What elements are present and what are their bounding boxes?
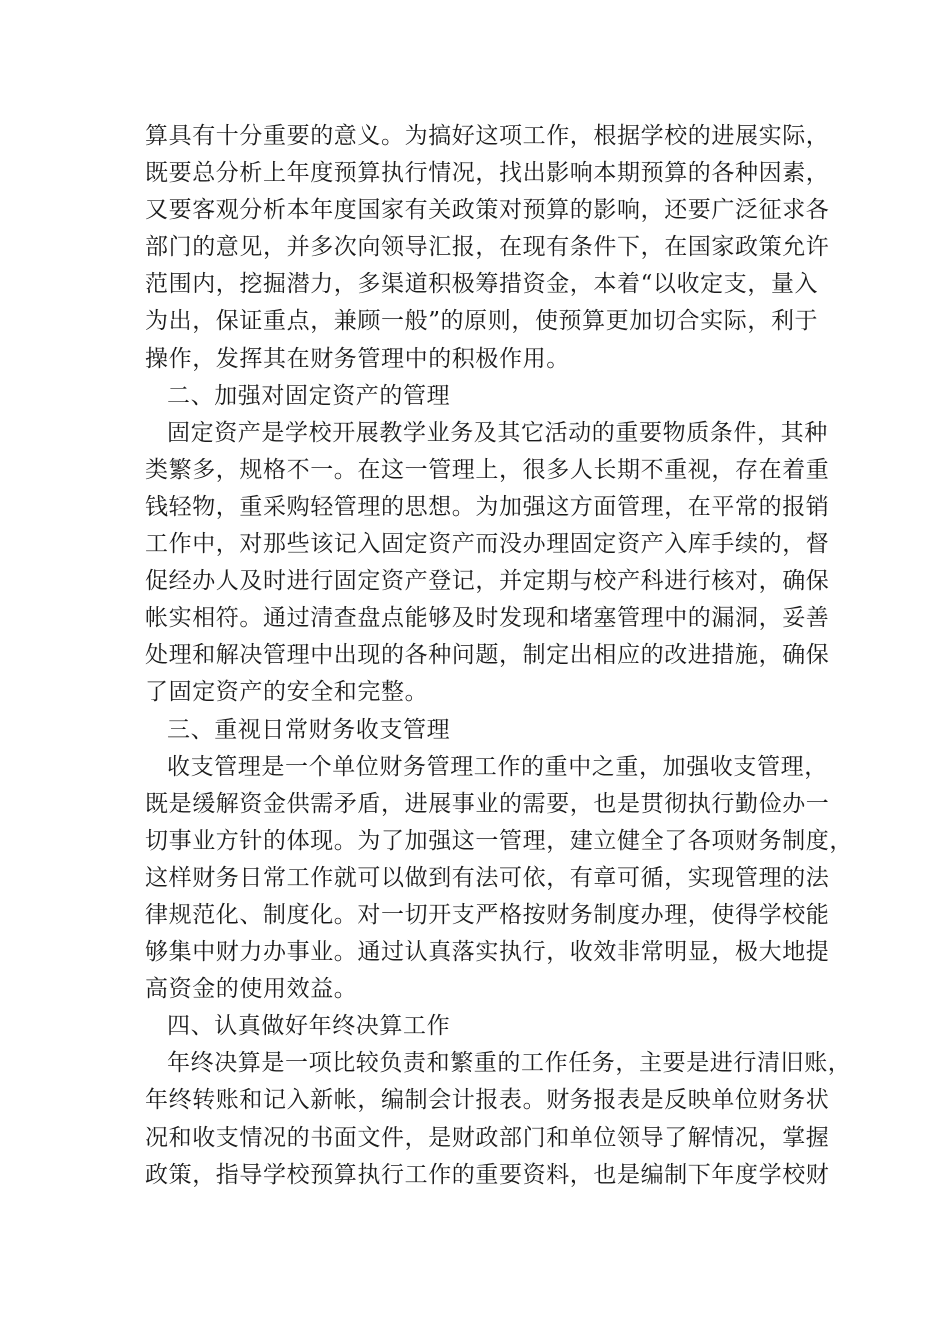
- paragraph-line: 政策，指导学校预算执行工作的重要资料，也是编制下年度学校财: [145, 1161, 830, 1188]
- paragraph-line: 够集中财力办事业。通过认真落实执行，收效非常明显，极大地提: [145, 939, 830, 966]
- paragraph-line: 这样财务日常工作就可以做到有法可依，有章可循，实现管理的法: [145, 864, 830, 891]
- paragraph-line-indented: 三、重视日常财务收支管理: [167, 716, 451, 743]
- paragraph-line: 部门的意见，并多次向领导汇报，在现有条件下，在国家政策允许: [145, 234, 830, 261]
- paragraph-line: 律规范化、制度化。对一切开支严格按财务制度办理，使得学校能: [145, 901, 830, 928]
- paragraph-line: 既要总分析上年度预算执行情况，找出影响本期预算的各种因素，: [145, 160, 830, 187]
- paragraph-line: 高资金的使用效益。: [145, 976, 358, 1003]
- paragraph-line: 钱轻物，重采购轻管理的思想。为加强这方面管理，在平常的报销: [145, 493, 830, 520]
- paragraph-line: 切事业方针的体现。为了加强这一管理，建立健全了各项财务制度，: [145, 827, 853, 854]
- paragraph-line: 工作中，对那些该记入固定资产而没办理固定资产入库手续的，督: [145, 531, 830, 558]
- paragraph-line: 帐实相符。通过清查盘点能够及时发现和堵塞管理中的漏洞，妥善: [145, 605, 830, 632]
- paragraph-line-indented: 固定资产是学校开展教学业务及其它活动的重要物质条件，其种: [167, 419, 828, 446]
- document-body: [145, 118, 853, 1194]
- paragraph-line: 处理和解决管理中出现的各种问题，制定出相应的改进措施，确保: [145, 642, 830, 669]
- paragraph-line: 既是缓解资金供需矛盾，进展事业的需要，也是贯彻执行勤俭办一: [145, 790, 830, 817]
- paragraph-line: 况和收支情况的书面文件，是财政部门和单位领导了解情况，掌握: [145, 1124, 830, 1151]
- paragraph-line: 年终转账和记入新帐，编制会计报表。财务报表是反映单位财务状: [145, 1087, 830, 1114]
- paragraph-line-indented: 年终决算是一项比较负责和繁重的工作任务，主要是进行清旧账，: [167, 1050, 852, 1077]
- paragraph-line: 范围内，挖掘潜力，多渠道积极筹措资金，本着“以收定支，量入: [145, 271, 819, 298]
- paragraph-line: 算具有十分重要的意义。为搞好这项工作，根据学校的进展实际，: [145, 123, 830, 149]
- paragraph-line-indented: 收支管理是一个单位财务管理工作的重中之重，加强收支管理，: [167, 753, 828, 780]
- paragraph-line: 类繁多，规格不一。在这一管理上，很多人长期不重视，存在着重: [145, 456, 830, 483]
- paragraph-line: 又要客观分析本年度国家有关政策对预算的影响，还要广泛征求各: [145, 197, 830, 224]
- paragraph-line: 操作，发挥其在财务管理中的积极作用。: [145, 345, 570, 372]
- paragraph-line-indented: 四、认真做好年终决算工作: [167, 1013, 451, 1040]
- paragraph-line: 为出，保证重点，兼顾一般”的原则，使预算更加切合实际，利于: [145, 308, 819, 335]
- paragraph-line: 了固定资产的安全和完整。: [145, 679, 429, 706]
- paragraph-line-indented: 二、加强对固定资产的管理: [167, 382, 451, 409]
- paragraph-line: 促经办人及时进行固定资产登记，并定期与校产科进行核对，确保: [145, 568, 830, 595]
